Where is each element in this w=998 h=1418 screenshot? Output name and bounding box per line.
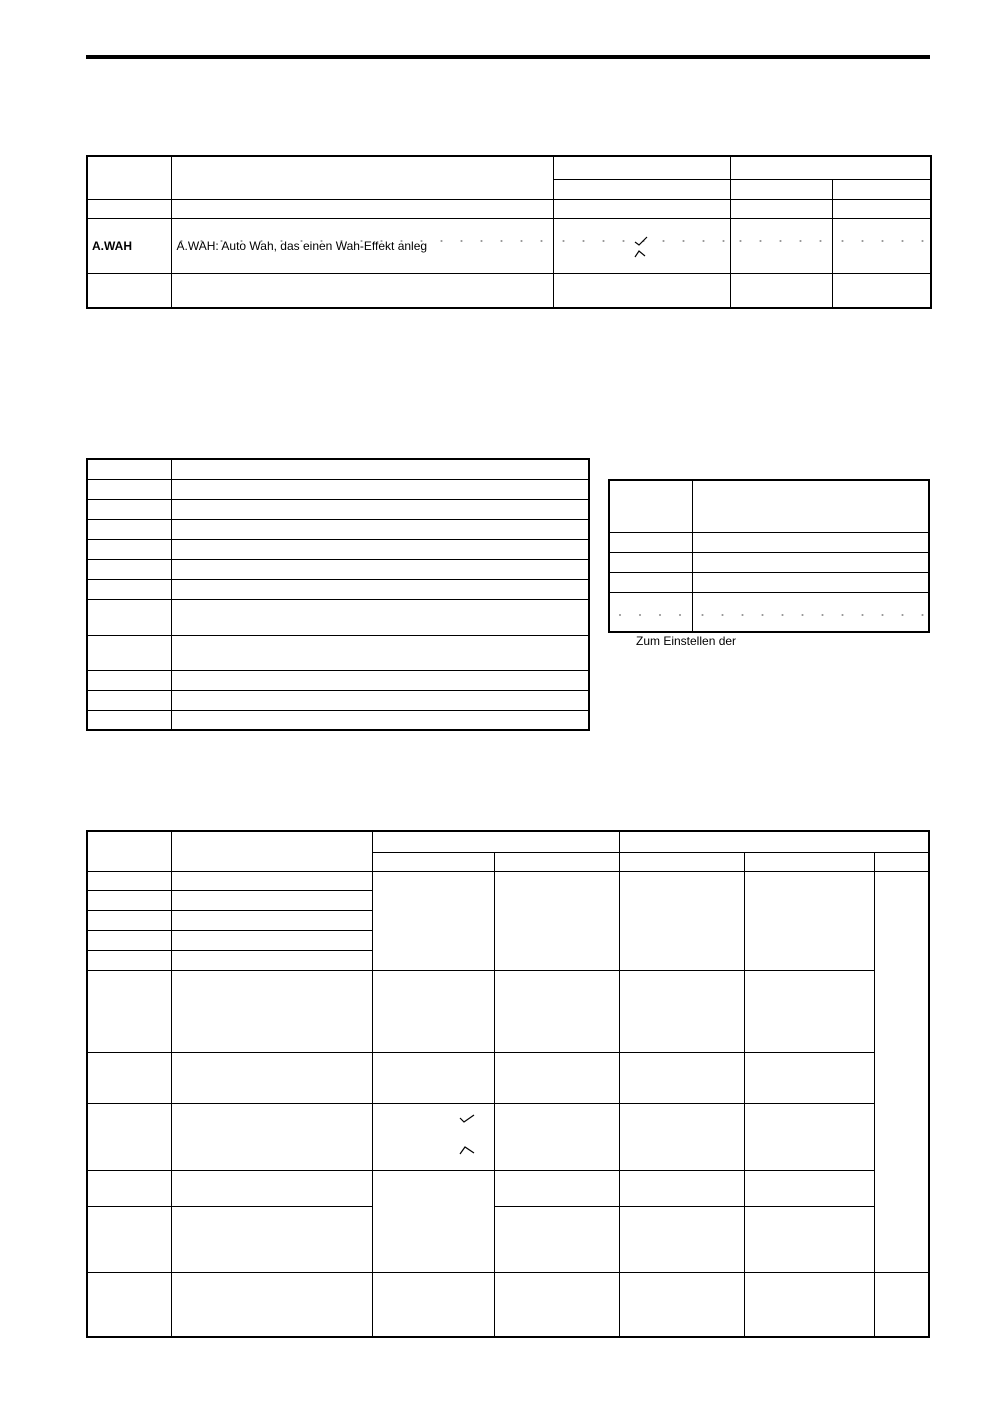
table-cell: [171, 599, 589, 635]
parameter-list-table: [86, 458, 590, 731]
header-cell: [730, 156, 931, 179]
table-cell: [874, 1272, 929, 1337]
table-row: [87, 1052, 929, 1103]
table-row: [87, 218, 931, 273]
subheader-cell: [730, 179, 832, 199]
tick-up-icon: [456, 1110, 480, 1160]
table-cell: [692, 592, 929, 632]
header-cell: [87, 831, 171, 871]
effect-table: [86, 155, 932, 309]
table-row: [87, 459, 589, 479]
table-row: [87, 579, 589, 599]
effect-name: [87, 199, 171, 218]
table-cell: [87, 930, 171, 950]
table-row: [87, 1170, 929, 1206]
table-cell: [171, 930, 372, 950]
table-cell: [609, 592, 692, 632]
table-cell: [832, 273, 931, 308]
table-cell: [87, 559, 171, 579]
table-cell: [609, 532, 692, 552]
table-cell: [494, 970, 619, 1052]
table-cell: [87, 710, 171, 730]
table-row: [87, 539, 589, 559]
table-cell: [494, 1103, 619, 1170]
table-cell: [372, 1272, 494, 1337]
table-cell: [171, 950, 372, 970]
table-cell: [494, 1170, 619, 1206]
table-cell: [87, 1103, 171, 1170]
top-rule: [86, 55, 930, 59]
table-cell: [87, 970, 171, 1052]
table-cell: [171, 1170, 372, 1206]
table-cell: [619, 871, 744, 970]
table-cell: [744, 1052, 874, 1103]
table-row: [609, 572, 929, 592]
table-row: [87, 871, 929, 890]
effect-description: [171, 273, 553, 308]
table-row: [87, 670, 589, 690]
subheader-cell: [832, 179, 931, 199]
table-cell: [171, 579, 589, 599]
table-row: [87, 635, 589, 670]
table-cell: [372, 1103, 494, 1170]
table-cell: [87, 499, 171, 519]
subheader-cell: [553, 179, 730, 199]
table-cell: [730, 199, 832, 218]
table-row: [87, 273, 931, 308]
table-cell: [619, 1052, 744, 1103]
table-row: [87, 1206, 929, 1272]
table-cell: [494, 1052, 619, 1103]
table-cell: [874, 871, 929, 1272]
table-cell: [87, 635, 171, 670]
table-cell: [87, 459, 171, 479]
table-cell: [744, 970, 874, 1052]
table-cell: [619, 1206, 744, 1272]
table-cell: [619, 970, 744, 1052]
table-cell: [87, 579, 171, 599]
table-row: [87, 1272, 929, 1337]
effect-name: A.WAH: [87, 218, 171, 273]
subheader-cell: [744, 852, 874, 871]
header-cell: [87, 156, 171, 199]
table-cell: [171, 690, 589, 710]
table-cell: [87, 950, 171, 970]
table-cell: [619, 1272, 744, 1337]
effect-description: [171, 199, 553, 218]
header-row: [87, 831, 929, 852]
table-row: [87, 519, 589, 539]
table-cell: [730, 273, 832, 308]
table-cell: [171, 710, 589, 730]
table-cell: [87, 890, 171, 910]
table-cell: [171, 1052, 372, 1103]
table-cell: [87, 599, 171, 635]
table-row: [87, 479, 589, 499]
table-cell: [87, 1206, 171, 1272]
table-cell: [553, 273, 730, 308]
table-cell: [553, 199, 730, 218]
table-cell: [744, 1103, 874, 1170]
table-cell: [171, 499, 589, 519]
header-cell: [553, 156, 730, 179]
table-cell: [372, 871, 494, 970]
header-cell: [171, 831, 372, 871]
table-cell: [171, 910, 372, 930]
header-cell: [171, 156, 553, 199]
table-cell: [87, 871, 171, 890]
table-cell: [619, 1103, 744, 1170]
table-cell: [744, 1206, 874, 1272]
side-table-caption: Zum Einstellen der: [636, 634, 737, 648]
table-cell: [87, 539, 171, 559]
table-row: [609, 552, 929, 572]
table-cell: [609, 572, 692, 592]
table-cell: [87, 1272, 171, 1337]
table-cell: [171, 890, 372, 910]
table-cell: [553, 218, 730, 273]
table-cell: [171, 539, 589, 559]
table-cell: [692, 572, 929, 592]
table-cell: [87, 670, 171, 690]
table-cell: [171, 1103, 372, 1170]
table-row: [87, 710, 589, 730]
table-row: [609, 592, 929, 632]
table-cell: [87, 1170, 171, 1206]
table-row: [609, 532, 929, 552]
table-row: [87, 499, 589, 519]
table-cell: [494, 871, 619, 970]
header-cell: [372, 831, 619, 852]
table-cell: [372, 1170, 494, 1272]
table-cell: [494, 1206, 619, 1272]
header-cell: [619, 831, 929, 852]
subheader-cell: [494, 852, 619, 871]
header-row: [87, 156, 931, 179]
parameter-grid-table: [86, 830, 930, 1338]
table-row: [609, 480, 929, 532]
table-cell: [692, 480, 929, 532]
table-cell: [87, 519, 171, 539]
table-cell: [171, 519, 589, 539]
table-cell: [87, 1052, 171, 1103]
table-cell: [171, 871, 372, 890]
table-cell: [832, 199, 931, 218]
effect-description: A.WAH: Auto Wah, das einen Wah-Effekt anleg: [171, 218, 553, 273]
table-cell: [372, 1052, 494, 1103]
table-cell: [171, 479, 589, 499]
table-cell: [744, 1272, 874, 1337]
table-row: [87, 559, 589, 579]
table-cell: [832, 218, 931, 273]
table-cell: [692, 532, 929, 552]
table-cell: [171, 970, 372, 1052]
table-cell: [171, 459, 589, 479]
table-cell: [171, 1206, 372, 1272]
table-cell: [171, 635, 589, 670]
table-row: [87, 970, 929, 1052]
subheader-cell: [372, 852, 494, 871]
table-cell: [744, 871, 874, 970]
effect-name: [87, 273, 171, 308]
table-row: [87, 1103, 929, 1170]
subheader-cell: [874, 852, 929, 871]
table-cell: [692, 552, 929, 572]
table-cell: [87, 479, 171, 499]
subheader-cell: [619, 852, 744, 871]
table-cell: [609, 480, 692, 532]
table-row: [87, 199, 931, 218]
table-cell: [372, 970, 494, 1052]
table-cell: [171, 559, 589, 579]
side-table: [608, 479, 930, 633]
table-cell: [87, 910, 171, 930]
table-cell: [87, 690, 171, 710]
table-cell: [744, 1170, 874, 1206]
table-cell: [494, 1272, 619, 1337]
table-row: [87, 599, 589, 635]
table-cell: [609, 552, 692, 572]
table-cell: [171, 670, 589, 690]
table-cell: [730, 218, 832, 273]
tick-up-icon: [630, 232, 654, 260]
table-row: [87, 690, 589, 710]
table-cell: [619, 1170, 744, 1206]
table-cell: [171, 1272, 372, 1337]
